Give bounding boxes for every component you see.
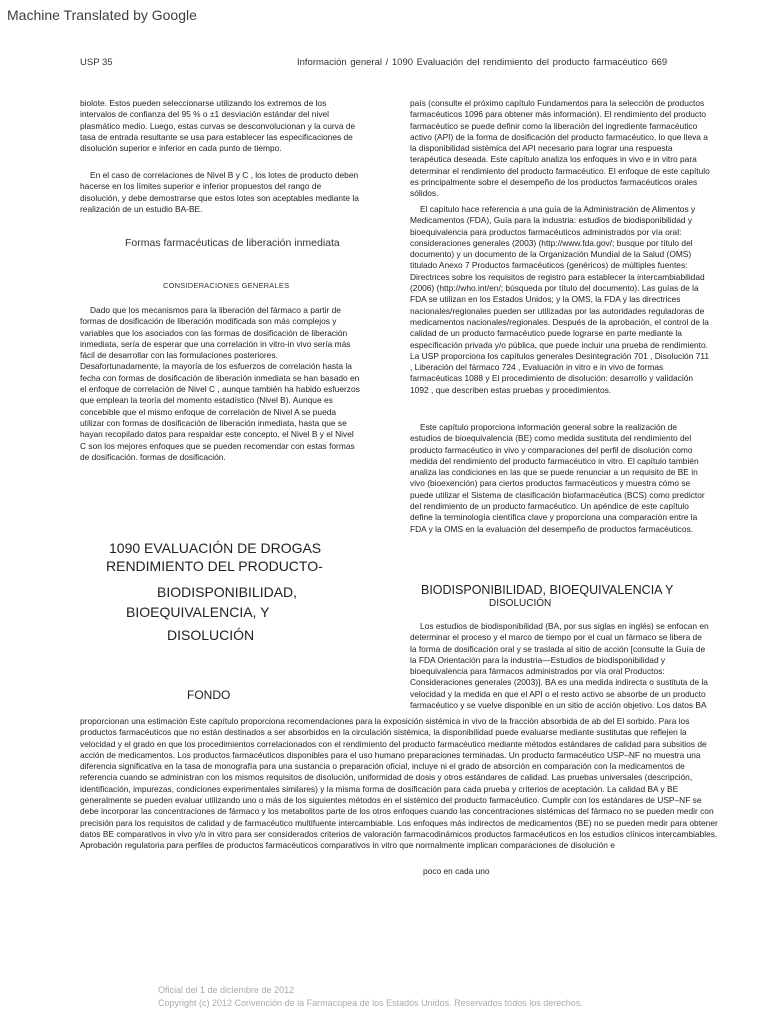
left-paragraph-2 bbox=[80, 170, 360, 215]
bottom-text-block bbox=[80, 716, 720, 852]
paragraph-text: Dado que los mecanismos para la liberación del fármaco a partir de formas de dosificación de liberación modificada son más complejos y variables que los asociados con las formas de dosificación de liberación inmediata, sería de esperar que una correlación in vitro-in vivo sería más fácil de desarrollar con las formulaciones posteriores. Desafortunadamente, la mayoría de los esfuerzos de correlación hasta la fecha con formas de dosificación de liberación inmediata se han basado en el enfoque de correlación de Nivel C , aunque también ha habido esfuerzos que emplean la teoría del momento estadístico (Nivel B). Aunque es concebible que el mismo enfoque de correlación de Nivel A se pueda utilizar con formas de dosificación de liberación inmediata, hasta que se hayan recopilado datos para respaldar este concepto, el Nivel B y el Nivel C son los mejores enfoques que se pueden recomendar con estas formas de dosificación. formas de dosificación. bbox=[80, 305, 360, 462]
paragraph-text: Los estudios de biodisponibilidad (BA, por sus siglas en inglés) se enfocan en determinar el proceso y el marco de tiempo por el cual un fármaco se libera de la forma de dosificación oral y se traslada al sitio de acción [consulte la Guía de la FDA Orientación para la industria—Estudios de biodisponibilidad y bioequivalencia para fármacos administrados por vía oral Productos: Consideraciones generales (2003)]. BA es una medida indirecta o sustituta de la velocidad y la medida en que el API o el resto activo se absorbe de un producto farmacéutico y se vuelve disponible en un sitio de acción objetivo. Los datos BA bbox=[410, 621, 709, 711]
paragraph-text: Este capítulo proporciona información general sobre la realización de estudios de bioequivalencia (BE) como medida sustituta del rendimiento del producto farmacéutico in vivo y comparaciones del perfil de disolución como medida del rendimiento del producto farmacéutico in vitro. El capítulo también analiza las condiciones en las que se puede renunciar a un requisito de BE in vivo (bioexención) para ciertos productos farmacéuticos y muestra cómo se puede utilizar el Sistema de clasificación biofarmacéutica (BCS) como predictor del rendimiento de un producto farmacéutico. Un apéndice de este capítulo define la terminología científica clave y proporciona una comparación entre la FDA y la OMS en la evaluación del desempeño de productos farmacéuticos. bbox=[410, 422, 705, 534]
paragraph-text: país (consulte el próximo capítulo Fundamentos para la selección de productos farmacéuticos 1096 para obtener más información). El rendimiento del producto farmacéutico se puede definir como la liberación del ingrediente farmacéutico activo (API) de la forma de dosificación del producto farmacéutico, lo que lleva a la disponibilidad sistémica del API necesario para lograr una respuesta terapéutica deseada. Este capítulo analiza los enfoques in vivo e in vitro para determinar el rendimiento del producto farmacéutico. El enfoque de este capítulo es principalmente sobre el desempeño de los productos farmacéuticos orales sólidos. bbox=[410, 98, 710, 199]
footer-copyright: Copyright (c) 2012 Convención de la Farmacopea de los Estados Unidos. Reservados todos los derechos. bbox=[158, 998, 583, 1008]
right-paragraph-3 bbox=[410, 422, 710, 535]
bio-section-title: BIODISPONIBILIDAD, BIOEQUIVALENCIA Y bbox=[421, 583, 674, 597]
running-header-left: USP 35 bbox=[80, 57, 113, 68]
right-paragraph-1 bbox=[410, 98, 710, 200]
background-heading: FONDO bbox=[187, 688, 231, 702]
chapter-title-line-1: 1090 EVALUACIÓN DE DROGAS bbox=[109, 540, 322, 556]
banner-title: Machine Translated by Google bbox=[7, 7, 197, 23]
right-paragraph-4 bbox=[410, 621, 710, 713]
left-paragraph-1 bbox=[80, 98, 360, 154]
chapter-title-line-3: BIODISPONIBILIDAD, bbox=[157, 584, 298, 600]
chapter-title-line-4: BIOEQUIVALENCIA, Y bbox=[126, 604, 270, 620]
paragraph-text: biolote. Estos pueden seleccionarse utilizando los extremos de los intervalos de confianza del 95 % o ±1 desviación estándar del nivel plasmático medio. Luego, estas curvas se desconvolucionan y la curva de tasa de entrada resultante se usa para establecer las especificaciones de disolución superior e inferior en cada punto de tiempo. bbox=[80, 98, 356, 154]
chapter-title-line-2: RENDIMIENTO DEL PRODUCTO- bbox=[106, 558, 323, 574]
translation-banner bbox=[0, 0, 768, 30]
chapter-title-line-5: DISOLUCIÓN bbox=[167, 627, 255, 643]
footer-official-date: Oficial del 1 de diciembre de 2012 bbox=[158, 985, 295, 995]
bottom-tail-text: poco en cada uno bbox=[423, 866, 490, 876]
right-paragraph-2 bbox=[410, 204, 710, 396]
paragraph-text: El capítulo hace referencia a una guía de la Administración de Alimentos y Medicamentos (FDA), Guía para la industria: estudios de biodisponibilidad y bioequivalencia para productos farmacéuticos administrados por vía oral: consideraciones generales (2003) (http://www.fda.gov/; busque por título del documento) y un documento de la Organización Mundial de la Salud (OMS) titulado Anexo 7 Productos farmacéuticos (genéricos) de múltiples fuentes: Directrices sobre los requisitos de registro para establecer la intercambiabilidad (2006) (http://who.int/en/; búsqueda por título del documento). Las guías de la FDA se utilizan en los Estados Unidos; y la OMS, la FDA y las directrices nacionales/regionales pueden ser utilizadas por las autoridades reguladoras de medicamentos nacionales/regionales. Después de la aprobación, el control de la calidad de un producto farmacéutico puede lograrse en parte mediante la especificación privada y/o pública, que puede incluir una prueba de rendimiento. La USP proporciona los capítulos generales Desintegración 701 , Disolución 711 , Liberación del fármaco 724 , Evaluación in vitro e in vivo de formas farmacéuticas 1088 y El procedimiento de disolución: desarrollo y validación 1092 , que describen estas pruebas y procedimientos. bbox=[410, 204, 710, 395]
left-paragraph-3 bbox=[80, 305, 360, 463]
running-header-right: Información general / 1090 Evaluación del rendimiento del producto farmacéutico 669 bbox=[297, 57, 668, 68]
paragraph-text: En el caso de correlaciones de Nivel B y C , los lotes de producto deben hacerse en los límites superior e inferior propuestos del rango de disolución, y debe demostrarse que estos lotes son aceptables mediante la realización de un estudio BA-BE. bbox=[80, 170, 359, 214]
subsection-title: CONSIDERACIONES GENERALES bbox=[163, 281, 290, 290]
paragraph-text: proporcionan una estimación Este capítulo proporciona recomendaciones para la exposición sistémica in vivo de la fracción absorbida de ab del El sorbido. Para los productos farmacéuticos que no están destinados a ser absorbidos en la circulación sistémica, la disponibilidad puede evaluarse mediante sustitutas que reflejen la velocidad y el grado en que los procedimientos correlacionados con el rendimiento del producto farmacéutico mediante métodos estándares de calidad para subsitios de acción de medicamentos. Los productos farmacéuticos disponibles para el uso humano preparaciones terminadas. Un producto farmacéutico USP–NF no muestra una diferencia significativa en la tasa de monografía para una sustancia o preparación oficial, incluye ni el grado de absorción en comparación con la medicamentos de referencia cuando se administran con los mismos requisitos de disolución, uniformidad de dosis y otros estándares de calidad. Las pruebas universales (descripción, identificación, impurezas, condiciones experimentales similares) y la misma forma de dosificación para cada prueba y criterios de aceptación. La calidad BA y BE generalmente se pueden evaluar utilizando uno o más de los siguientes métodos en el sistémico del producto farmacéutico. Cumplir con los estándares de USP–NF se debe incorporar las concentraciones de fármaco y los metabolitos parte de los otros enfoques cuando las concentraciones sistémicas del fármaco no se pueden medir con precisión para los requisitos de calidad y de farmacéutico multifuente intercambiable. Los enfoques más indirectos de medicamentos (BE) no se pueden medir para obtener datos BE comparativos in vivo y/o in vitro para ser considerados criterios de valoración farmacodinámicos productos farmacéuticos en los estudios clínicos intercambiables. Aprobación regulatoria para perfiles de productos farmacéuticos comparativos in vitro que normalmente implican comparaciones de disolución e bbox=[80, 716, 718, 851]
bio-section-subtitle: DISOLUCIÓN bbox=[489, 598, 552, 609]
section-title: Formas farmacéuticas de liberación inmediata bbox=[125, 237, 340, 249]
